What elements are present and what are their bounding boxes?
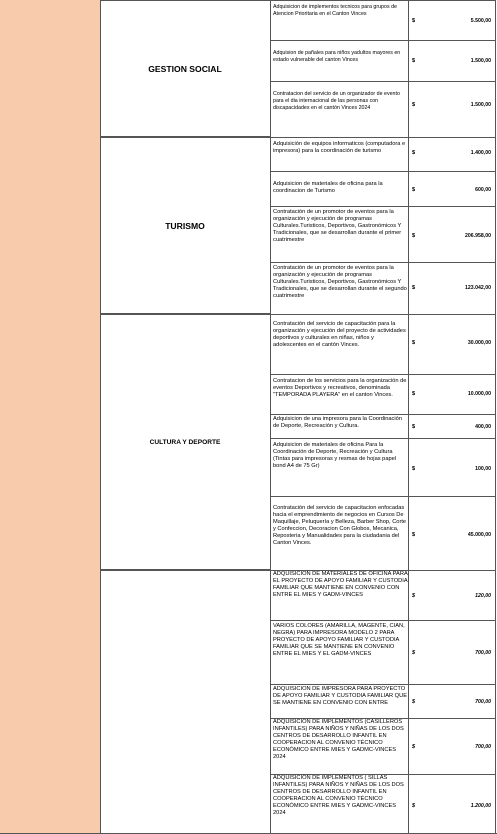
row-currency: $ [412,340,416,346]
row-currency: $ [412,593,416,599]
row-description: VARIOS COLORES (AMARILLA, MAGENTE, CIAN, NEGRA) PARA IMPRESORA MODELO 2 PARA PROYECTO DE APOYO FAMILIAR Y CUSTODIA FAMILIAR QUE SE MANTIENE EN CONVENIO ENTRE EL MIES Y EL GADM-VINCES [273,623,405,657]
row-currency: $ [412,650,416,656]
category-column [0,0,100,834]
row-currency: $ [412,744,416,750]
section-title: TURISMO [165,220,205,231]
row-currency: $ [412,391,416,397]
row-amount: 400,00 [475,424,491,430]
table-row [270,40,495,81]
row-amount: 5.500,00 [470,18,491,24]
row-amount: 1.200,00 [470,803,491,809]
row-amount: 206.958,00 [465,233,491,239]
row-currency: $ [412,150,416,156]
table-row [270,620,495,684]
row-amount: 100,00 [475,466,491,472]
row-description: Contratación del servicio de capacitación para la organización y ejecución del proyecto de actividades deportivos y culturales en niñas, niños y adolescentes en el cantón Vinces. [273,321,406,348]
row-description: Contratacion de los servicios para la organización de eventos Deportivos y recreativos, denominada "TEMPORADA PLAYERA" en el canton Vinces. [273,378,407,398]
row-currency: $ [412,102,416,108]
row-description: Contratación del servicio de capacitacion enfocadas hacia el emprendimiento de negocios en Cursos De Maquillaje, Peluquería y Belleza, Barber Shop, Corte y Confeccion, Decoracion Con Globos, Mecanica, Reposteria y Manualidades para la ciudadania del Canton Vinces. [273,505,407,546]
row-description: Adquisicion de una impresora para la Coordinación de Deporte, Recreación y Cultura. [273,416,402,429]
table-row [270,314,495,374]
table-row [270,206,495,262]
grid-line [495,0,496,834]
table-row [270,570,495,620]
row-amount: 700,00 [475,744,491,750]
row-description: ADQUISICIÓN DE IMPLEMENTOS (CASILLEROS INFANTILES) PARA NIÑOS Y NIÑAS DE LOS DOS CENTROS DE DESARROLLO INFANTIL EN COOPERACION AL CONVENIO TÉCNICO ECONÓMICO ENTRE MIES Y GADMC-VINCES 2024 [273,719,404,760]
table-row [270,438,495,496]
table-row [270,774,495,834]
table-row [270,684,495,718]
row-amount: 10.000,00 [467,391,491,397]
row-currency: $ [412,699,416,705]
row-currency: $ [412,466,416,472]
section-title: CULTURA Y DEPORTE [149,438,221,446]
row-currency: $ [412,58,416,64]
section-turismo [100,137,270,314]
row-description: Contratación de un promotor de eventos para la organización y ejecución de programas Culturales.Turisticos, Deportivos, Gastronómicos Y Tradicionales, que se desarrollan durante el primer cuatrimestre [273,209,402,243]
row-description: Contratación de un promotor de eventos para la organización y ejecución de programas Culturales.Turisticos, Deportivos, Gastronómicos Y Tradicionales, que se desarrollan durante el segundo cuatrimestre [273,265,407,299]
row-currency: $ [412,285,416,291]
row-description: Adquisicion de implementos tecnicos para grupos de Atencion Prioritaria en el Canton Vinces [273,4,397,18]
row-description: Adquision de pañales para niños yadultos mayores en estado vulnerable del canton Vinces [273,50,401,64]
table-row [270,374,495,414]
row-currency: $ [412,532,416,538]
row-amount: 700,00 [475,699,491,705]
row-currency: $ [412,424,416,430]
row-currency: $ [412,803,416,809]
row-amount: 1.500,00 [470,58,491,64]
section-cultura-deporte [100,314,270,570]
row-currency: $ [412,18,416,24]
section-convenio-mies [100,570,270,834]
table-row [270,137,495,171]
section-gestion-social [100,0,270,137]
row-description: Contratacion del servicio de un organizador de evento para el dia internacional de las personas con discapacidades en el cantón Vinces 2024 [273,91,400,112]
row-description: Adquisicion de materiales de oficina para la coordinacion de Turismo [273,181,383,194]
table-row [270,718,495,774]
row-currency: $ [412,233,416,239]
row-description: ADQUISICIÓN DE IMPLEMENTOS ( SILLAS INFANTILES) PARA NIÑOS Y NIÑAS DE LOS DOS CENTROS DE DESARROLLO INFANTIL EN COOPERACION AL CONVENIO TÉCNICO ECONÓMICO ENTRE MIES Y GADMC-VINCES 2024 [273,775,404,816]
row-amount: 120,00 [475,593,491,599]
row-amount: 45.000,00 [467,532,491,538]
row-currency: $ [412,187,416,193]
row-description: ADQUISICION DE MATERIALES DE OFICINA PARA EL PROYECTO DE APOYO FAMILIAR Y CUSTODIA FAMILIAR QUE MANTIENE EN CONVENIO CON ENTRE EL MIES Y GADM-VINCES [273,571,408,598]
table-row [270,0,495,40]
row-amount: 600,00 [475,187,491,193]
table-row [270,262,495,314]
row-amount: 123.042,00 [465,285,491,291]
row-amount: 30.000,00 [467,340,491,346]
row-description: Adquisición de equipos informaticos (computadora e impresora) para la coordinación de turismo [273,141,406,154]
row-amount: 1.400,00 [470,150,491,156]
table-row [270,81,495,137]
grid-line [100,0,101,834]
row-description: ADQUISICION DE IMPRESORA PARA PROYECTO DE APOYO FAMILIAR Y CUSTODIA FAMILIAR QUE SE MANTIENE EN CONVENIO CON ENTRE [273,686,408,706]
table-row [270,414,495,438]
table-row [270,171,495,206]
section-title: GESTION SOCIAL [148,63,222,74]
row-amount: 1.500,00 [470,102,491,108]
table-row [270,496,495,570]
row-description: Adquisicion de materiales de oficina Para la Coordinación de Deporte, Recreación y Cultura (Tintas para impresoras y resmas de hojas papel bond A4 de 75 Gr) [273,442,397,469]
row-amount: 700,00 [475,650,491,656]
